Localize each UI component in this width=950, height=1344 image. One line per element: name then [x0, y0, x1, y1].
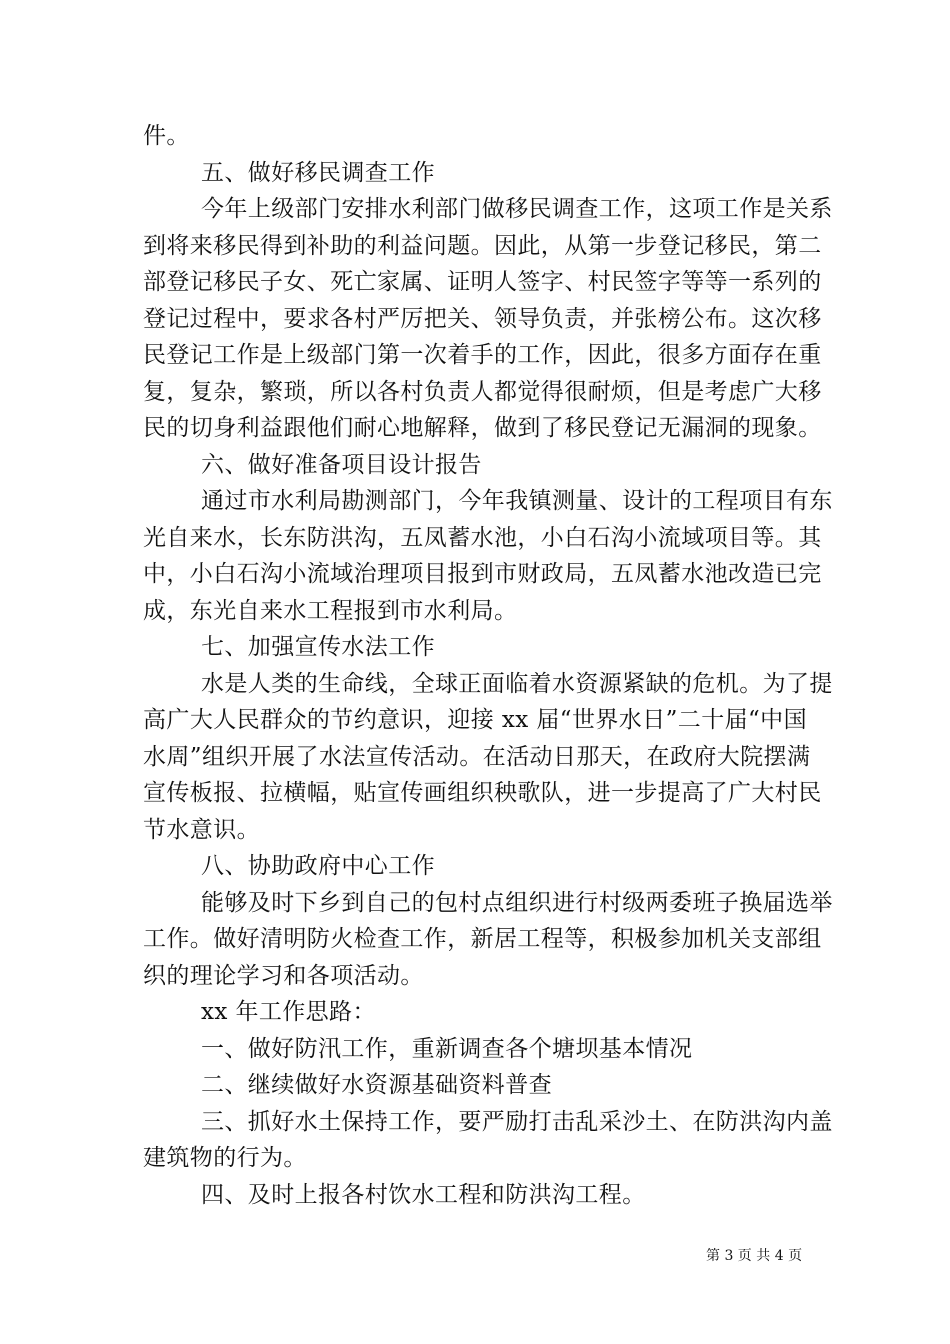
text-line: 登记过程中，要求各村严厉把关、领导负责，并张榜公布。这次移 — [143, 305, 822, 332]
section-heading: xx 年工作思路： — [201, 999, 376, 1025]
text-line: 建筑物的行为。 — [143, 1145, 307, 1171]
text-line: 复，复杂，繁琐，所以各村负责人都觉得很耐烦，但是考虑广大移 — [143, 378, 822, 405]
text-line: 能够及时下乡到自己的包村点组织进行村级两委班子换届选举 — [201, 889, 833, 916]
text-line: 织的理论学习和各项活动。 — [143, 962, 424, 989]
text-line: 光自来水，长东防洪沟，五凤蓄水池，小白石沟小流域项目等。其 — [143, 524, 822, 551]
text-line: 今年上级部门安排水利部门做移民调查工作，这项工作是关系 — [201, 196, 833, 222]
list-item: 二、继续做好水资源基础资料普查 — [201, 1072, 552, 1098]
text-line: 宣传板报、拉横幅，贴宣传画组织秧歌队，进一步提高了广大村民 — [143, 780, 822, 806]
text-line: 高广大人民群众的节约意识，迎接 xx 届“世界水日”二十届“中国 — [143, 707, 807, 733]
text-line: 中，小白石沟小流域治理项目报到市财政局，五凤蓄水池改造已完 — [143, 561, 822, 587]
text-line: 件。 — [143, 123, 190, 149]
text-line: 节水意识。 — [143, 816, 260, 843]
list-item: 三、抓好水土保持工作，要严励打击乱采沙土、在防洪沟内盖 — [201, 1108, 833, 1135]
section-heading: 七、加强宣传水法工作 — [201, 634, 435, 660]
section-heading: 五、做好移民调查工作 — [201, 159, 435, 186]
text-line: 水是人类的生命线，全球正面临着水资源紧缺的危机。为了提 — [201, 670, 833, 697]
text-line: 部登记移民子女、死亡家属、证明人签字、村民签字等等一系列的 — [143, 269, 822, 295]
document-body — [143, 118, 833, 1213]
text-line: 成，东光自来水工程报到市水利局。 — [143, 597, 518, 624]
list-item: 一、做好防汛工作，重新调查各个塘坝基本情况 — [201, 1035, 693, 1062]
text-line: 通过市水利局勘测部门，今年我镇测量、设计的工程项目有东 — [201, 488, 833, 514]
text-line: 到将来移民得到补助的利益问题。因此，从第一步登记移民，第二 — [143, 232, 822, 259]
text-line: 工作。做好清明防火检查工作，新居工程等，积极参加机关支部组 — [143, 926, 822, 952]
page-number: 第 3 页 共 4 页 — [706, 1248, 803, 1264]
list-item: 四、及时上报各村饮水工程和防洪沟工程。 — [201, 1181, 646, 1208]
section-heading: 六、做好准备项目设计报告 — [201, 451, 482, 478]
section-heading: 八、协助政府中心工作 — [201, 853, 435, 879]
text-line: 水周”组织开展了水法宣传活动。在活动日那天，在政府大院摆满 — [143, 743, 811, 770]
text-line: 民登记工作是上级部门第一次着手的工作，因此，很多方面存在重 — [143, 342, 822, 368]
text-line: 民的切身利益跟他们耐心地解释，做到了移民登记无漏洞的现象。 — [143, 415, 822, 441]
